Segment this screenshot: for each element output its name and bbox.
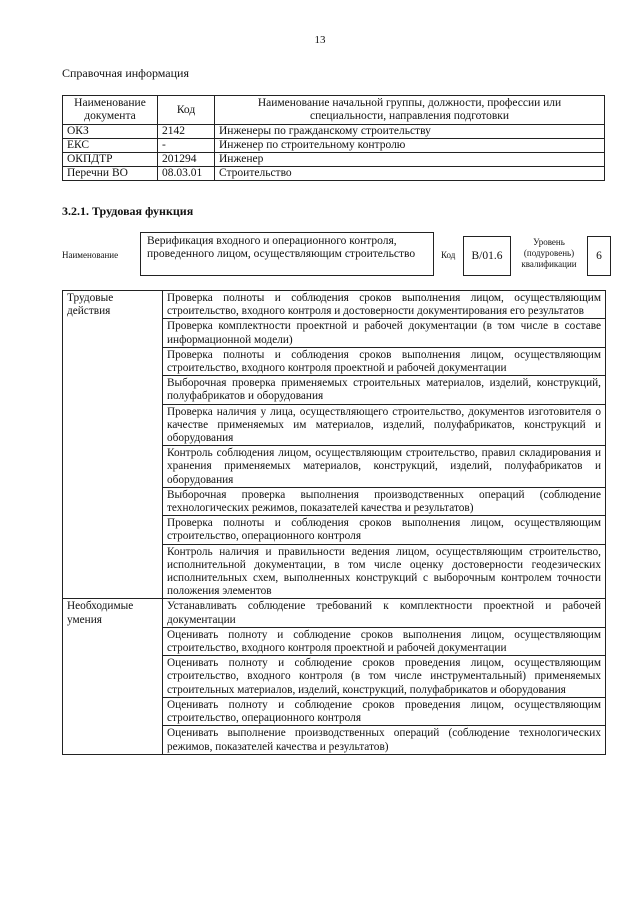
function-name-box: Верификация входного и операционного контроля, проведенного лицом, осуществляющим строительство [140,232,434,276]
skill-item: Оценивать полноту и соблюдение сроков выполнения лицом, осуществляющим строительство, входного контроля проектной и рабочей документации [163,627,606,655]
row-document: Перечни ВО [63,167,158,181]
skill-item: Оценивать полноту и соблюдение сроков проведения лицом, осуществляющим строительство, входного контроля (в том числе инструментальный) применяемых строительных материалов, изделий, конструкций, полуфабрикатов и оборудования [163,656,606,698]
function-code-box: В/01.6 [463,236,511,276]
skill-item: Устанавливать соблюдение требований к комплектности проектной и рабочей документации [163,599,606,627]
reference-section-title: Справочная информация [62,66,189,80]
actions-label: Трудовые действия [63,291,163,599]
header-document-name: Наименование документа [63,96,158,125]
row-title: Инженеры по гражданскому строительству [215,125,605,139]
table-row [63,139,605,153]
action-item: Выборочная проверка выполнения производственных операций (соблюдение технологических режимов, показателей качества и результатов) [163,487,606,515]
skills-label: Необходимые умения [63,599,163,754]
table-row [63,153,605,167]
action-item: Проверка комплектности проектной и рабочей документации (в том числе в составе информационной модели) [163,319,606,347]
row-title: Строительство [215,167,605,181]
row-document: ОКЗ [63,125,158,139]
row-code: - [158,139,215,153]
action-item: Проверка полноты и соблюдения сроков выполнения лицом, осуществляющим строительство, операционного контроля [163,516,606,544]
code-label: Код [441,250,456,260]
header-code: Код [158,96,215,125]
action-item: Выборочная проверка применяемых строительных материалов, изделий, конструкций, полуфабрикатов и оборудования [163,376,606,404]
qualification-level-box: 6 [587,236,611,276]
table-row [63,125,605,139]
reference-table [62,95,605,181]
action-item: Проверка наличия у лица, осуществляющего строительство, документов изготовителя о качестве применяемых им материалов, изделий, полуфабрикатов, конструкций и оборудования [163,404,606,446]
row-code: 08.03.01 [158,167,215,181]
name-label: Наименование [62,250,119,260]
page-number: 13 [314,34,326,46]
reference-table-header [63,96,605,125]
skill-item: Оценивать полноту и соблюдение сроков проведения лицом, осуществляющим строительство, операционного контроля [163,697,606,725]
table-row [63,167,605,181]
labor-function-title: 3.2.1. Трудовая функция [62,204,194,218]
action-item: Проверка полноты и соблюдения сроков выполнения лицом, осуществляющим строительство, входного контроля проектной и рабочей документации [163,347,606,375]
row-title: Инженер по строительному контролю [215,139,605,153]
row-document: ЕКС [63,139,158,153]
row-title: Инженер [215,153,605,167]
qualification-level-label: Уровень (подуровень) квалификации [521,237,577,269]
action-item: Контроль наличия и правильности ведения лицом, осуществляющим строительство, исполнительной документации, в том числе оценку достоверности геодезических исполнительных схем, выполненных конструкций с выборочным контролем точности положения элементов [163,544,606,599]
table-row [63,291,606,319]
action-item: Проверка полноты и соблюдения сроков выполнения лицом, осуществляющим строительство, входного контроля и достоверности документирования его результатов [163,291,606,319]
row-code: 201294 [158,153,215,167]
row-document: ОКПДТР [63,153,158,167]
table-row [63,599,606,627]
labor-function-table [62,290,606,755]
skill-item: Оценивать выполнение производственных операций (соблюдение технологических режимов, показателей качества и результатов) [163,726,606,754]
header-group-name: Наименование начальной группы, должности, профессии или специальности, направления подготовки [215,96,605,125]
row-code: 2142 [158,125,215,139]
action-item: Контроль соблюдения лицом, осуществляющим строительство, правил складирования и хранения применяемых материалов, конструкций, изделий, полуфабрикатов и оборудования [163,446,606,488]
